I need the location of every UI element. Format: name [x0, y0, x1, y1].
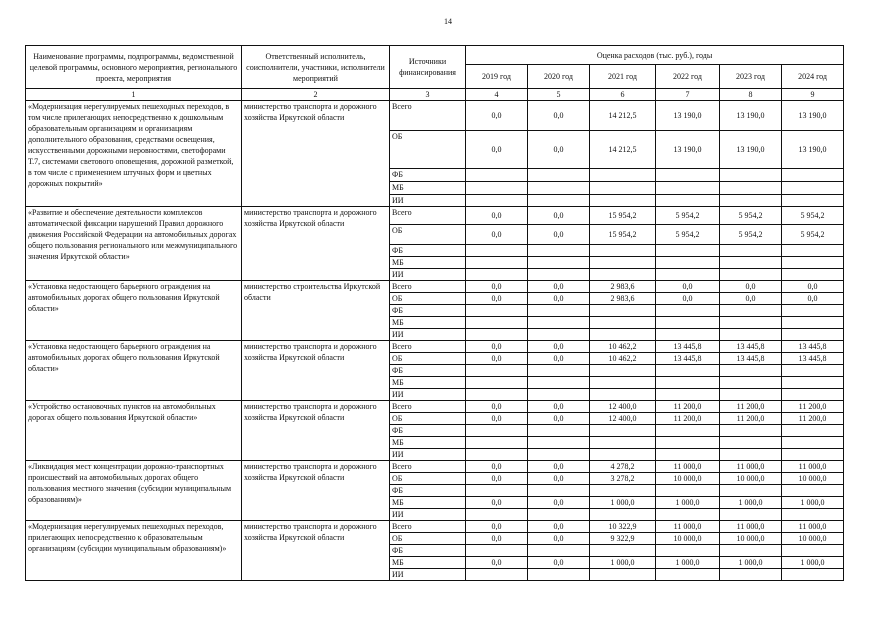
expense-value — [528, 365, 590, 377]
expense-value: 10 000,0 — [720, 473, 782, 485]
funding-source: ФБ — [390, 245, 466, 257]
expense-value: 11 200,0 — [720, 413, 782, 425]
expense-value: 0,0 — [466, 533, 528, 545]
funding-source: ИИ — [390, 195, 466, 207]
expense-value — [720, 509, 782, 521]
expense-value: 11 200,0 — [656, 401, 720, 413]
expense-value: 11 200,0 — [720, 401, 782, 413]
activity-name: «Ликвидация мест концентрации дорожно-транспортных происшествий на автомобильных дорогах общего пользования местного значения (субсидии муниципальным образованиям)» — [26, 461, 242, 521]
funding-source: ИИ — [390, 569, 466, 581]
column-number: 3 — [390, 89, 466, 101]
expense-value — [528, 305, 590, 317]
expense-value — [466, 245, 528, 257]
expense-value — [782, 377, 844, 389]
expense-value — [528, 437, 590, 449]
table-row — [26, 521, 844, 533]
activity-name: «Модернизация нерегулируемых пешеходных переходов, прилегающих непосредственно к образовательным организациям (субсидии муниципальным образованиям)» — [26, 521, 242, 581]
funding-source: МБ — [390, 317, 466, 329]
expense-value — [466, 169, 528, 182]
funding-source: МБ — [390, 257, 466, 269]
expense-value — [656, 545, 720, 557]
expense-value — [656, 437, 720, 449]
expense-value: 13 445,8 — [720, 353, 782, 365]
funding-source: Всего — [390, 101, 466, 131]
funding-source: ИИ — [390, 509, 466, 521]
expense-value: 1 000,0 — [590, 557, 656, 569]
expense-value: 5 954,2 — [720, 225, 782, 245]
expense-value — [720, 329, 782, 341]
expense-value: 0,0 — [656, 293, 720, 305]
expense-value: 11 200,0 — [782, 413, 844, 425]
expense-value — [782, 269, 844, 281]
expense-value — [590, 269, 656, 281]
funding-source: ОБ — [390, 225, 466, 245]
activity-name: «Устройство остановочных пунктов на автомобильных дорогах общего пользования Иркутской области» — [26, 401, 242, 461]
funding-source: МБ — [390, 182, 466, 195]
expense-value: 0,0 — [466, 207, 528, 225]
funding-source: ИИ — [390, 329, 466, 341]
expense-value — [590, 169, 656, 182]
expense-value: 0,0 — [466, 293, 528, 305]
expense-value — [782, 389, 844, 401]
table-body — [26, 101, 844, 581]
funding-source: Всего — [390, 461, 466, 473]
expense-value — [528, 377, 590, 389]
expense-value — [782, 569, 844, 581]
expense-value: 0,0 — [528, 293, 590, 305]
expense-value — [720, 449, 782, 461]
expense-value — [720, 317, 782, 329]
expense-value — [466, 365, 528, 377]
expense-value — [590, 365, 656, 377]
header-year: 2023 год — [720, 65, 782, 89]
expense-value — [466, 569, 528, 581]
expense-value — [528, 195, 590, 207]
responsible-executor: министерство строительства Иркутской области — [242, 281, 390, 341]
column-number: 5 — [528, 89, 590, 101]
expense-value — [590, 569, 656, 581]
expense-value — [590, 485, 656, 497]
expense-value — [528, 485, 590, 497]
expense-value: 11 000,0 — [782, 521, 844, 533]
expense-value: 13 445,8 — [720, 341, 782, 353]
expense-value — [528, 182, 590, 195]
expense-value — [528, 257, 590, 269]
funding-source: МБ — [390, 437, 466, 449]
expense-value — [782, 329, 844, 341]
expense-value — [466, 305, 528, 317]
expense-value: 0,0 — [528, 401, 590, 413]
funding-source: ОБ — [390, 131, 466, 169]
expense-value — [720, 305, 782, 317]
expense-value: 10 000,0 — [782, 473, 844, 485]
expense-value — [720, 485, 782, 497]
expense-value — [720, 425, 782, 437]
funding-source: ФБ — [390, 485, 466, 497]
expense-value — [528, 449, 590, 461]
expense-value — [720, 245, 782, 257]
expense-value: 1 000,0 — [782, 557, 844, 569]
expense-value — [466, 269, 528, 281]
expense-value: 11 000,0 — [656, 461, 720, 473]
expense-value — [782, 305, 844, 317]
expense-value: 0,0 — [528, 225, 590, 245]
expense-value: 0,0 — [528, 101, 590, 131]
funding-source: ФБ — [390, 169, 466, 182]
page-number: 14 — [444, 17, 452, 26]
expense-value: 0,0 — [466, 497, 528, 509]
expense-value: 10 000,0 — [656, 533, 720, 545]
expense-value — [656, 195, 720, 207]
expense-value — [782, 182, 844, 195]
responsible-executor: министерство транспорта и дорожного хозяйства Иркутской области — [242, 207, 390, 281]
expense-value: 0,0 — [528, 131, 590, 169]
expense-value — [656, 485, 720, 497]
funding-source: ИИ — [390, 449, 466, 461]
table-row — [26, 101, 844, 131]
expense-value: 0,0 — [466, 341, 528, 353]
expense-value — [466, 545, 528, 557]
expense-value: 12 400,0 — [590, 401, 656, 413]
expense-value: 0,0 — [720, 293, 782, 305]
funding-source: ОБ — [390, 533, 466, 545]
expense-value: 10 462,2 — [590, 341, 656, 353]
expense-value — [656, 449, 720, 461]
funding-source: МБ — [390, 497, 466, 509]
expense-value — [466, 485, 528, 497]
expense-value: 5 954,2 — [782, 207, 844, 225]
expense-value — [590, 509, 656, 521]
expense-value — [528, 425, 590, 437]
expense-value: 1 000,0 — [656, 497, 720, 509]
expense-value — [656, 245, 720, 257]
expense-value — [466, 329, 528, 341]
expense-value: 0,0 — [466, 401, 528, 413]
funding-source: ИИ — [390, 389, 466, 401]
responsible-executor: министерство транспорта и дорожного хозяйства Иркутской области — [242, 461, 390, 521]
header-year: 2022 год — [656, 65, 720, 89]
expense-value — [656, 425, 720, 437]
expense-value: 13 445,8 — [782, 353, 844, 365]
expense-value — [782, 425, 844, 437]
expense-value — [720, 269, 782, 281]
expense-value — [590, 437, 656, 449]
table-row — [26, 341, 844, 353]
expense-value — [590, 305, 656, 317]
funding-source: ФБ — [390, 425, 466, 437]
expense-value — [466, 377, 528, 389]
expense-value — [466, 425, 528, 437]
funding-source: ОБ — [390, 473, 466, 485]
expense-value: 0,0 — [528, 281, 590, 293]
expense-value — [656, 389, 720, 401]
activity-name: «Модернизация нерегулируемых пешеходных переходов, в том числе прилегающих непосредственно к дошкольным образовательным организациям и организациям дополнительного образования, средствами освещения, искусственными дорожными неровностями, светофорами Т.7, системами светового оповещения, дорожной разметкой, в том числе с применением штучных форм и цветных дорожных покрытий» — [26, 101, 242, 207]
expense-value: 10 462,2 — [590, 353, 656, 365]
expense-value — [590, 195, 656, 207]
expense-value — [656, 329, 720, 341]
header-source: Источники финансирования — [390, 46, 466, 89]
expense-value: 11 000,0 — [656, 521, 720, 533]
expense-value — [590, 329, 656, 341]
expense-value: 0,0 — [656, 281, 720, 293]
expense-value: 10 322,9 — [590, 521, 656, 533]
expense-value: 10 000,0 — [656, 473, 720, 485]
expense-value — [656, 169, 720, 182]
expense-value: 1 000,0 — [656, 557, 720, 569]
column-number: 7 — [656, 89, 720, 101]
expense-value: 5 954,2 — [656, 225, 720, 245]
header-name: Наименование программы, подпрограммы, ведомственной целевой программы, основного мероприятия, регионального проекта, мероприятия — [26, 46, 242, 89]
funding-source: Всего — [390, 207, 466, 225]
expense-value: 3 278,2 — [590, 473, 656, 485]
expense-value — [720, 389, 782, 401]
expense-value: 11 000,0 — [782, 461, 844, 473]
funding-source: МБ — [390, 377, 466, 389]
expense-value — [466, 449, 528, 461]
expense-value — [656, 365, 720, 377]
expense-value: 13 445,8 — [782, 341, 844, 353]
expense-value: 1 000,0 — [720, 557, 782, 569]
header-year: 2019 год — [466, 65, 528, 89]
expense-value: 13 190,0 — [656, 131, 720, 169]
funding-source: ОБ — [390, 413, 466, 425]
expense-value — [782, 437, 844, 449]
expense-value — [782, 365, 844, 377]
expense-value: 1 000,0 — [590, 497, 656, 509]
expense-value — [656, 569, 720, 581]
expense-value: 0,0 — [782, 293, 844, 305]
expense-value: 0,0 — [466, 473, 528, 485]
expense-value: 0,0 — [528, 473, 590, 485]
expense-value — [720, 195, 782, 207]
expense-value: 13 190,0 — [656, 101, 720, 131]
expense-value — [720, 437, 782, 449]
expense-value — [466, 317, 528, 329]
responsible-executor: министерство транспорта и дорожного хозяйства Иркутской области — [242, 521, 390, 581]
expense-value — [528, 245, 590, 257]
expense-value: 13 445,8 — [656, 341, 720, 353]
expense-value — [782, 545, 844, 557]
activity-name: «Установка недостающего барьерного ограждения на автомобильных дорогах общего пользования Иркутской области» — [26, 281, 242, 341]
expense-value — [466, 389, 528, 401]
expense-value: 0,0 — [466, 353, 528, 365]
expense-value — [590, 449, 656, 461]
expense-value: 5 954,2 — [656, 207, 720, 225]
funding-source: МБ — [390, 557, 466, 569]
column-number-row — [26, 89, 844, 101]
expense-value — [782, 317, 844, 329]
expense-value — [720, 377, 782, 389]
expense-value: 0,0 — [720, 281, 782, 293]
column-number: 6 — [590, 89, 656, 101]
header-year: 2020 год — [528, 65, 590, 89]
expense-value — [782, 195, 844, 207]
expense-value: 13 190,0 — [782, 101, 844, 131]
expense-value — [466, 257, 528, 269]
expense-value: 0,0 — [466, 521, 528, 533]
activity-name: «Развитие и обеспечение деятельности комплексов автоматической фиксации нарушений Правил дорожного движения Российской Федерации на автомобильных дорогах общего пользования регионального или межмуниципального значения Иркутской области» — [26, 207, 242, 281]
expense-value — [656, 182, 720, 195]
responsible-executor: министерство транспорта и дорожного хозяйства Иркутской области — [242, 101, 390, 207]
expense-value: 0,0 — [466, 281, 528, 293]
expense-value: 12 400,0 — [590, 413, 656, 425]
expense-value — [720, 569, 782, 581]
expense-value: 1 000,0 — [782, 497, 844, 509]
expense-value: 14 212,5 — [590, 101, 656, 131]
expense-value: 0,0 — [528, 533, 590, 545]
table-row — [26, 401, 844, 413]
expense-value: 1 000,0 — [720, 497, 782, 509]
table-row — [26, 207, 844, 225]
expense-value: 0,0 — [528, 557, 590, 569]
expense-value — [466, 182, 528, 195]
expense-value: 0,0 — [528, 207, 590, 225]
expense-value: 0,0 — [528, 521, 590, 533]
expense-value — [590, 317, 656, 329]
expense-value: 13 445,8 — [656, 353, 720, 365]
expense-value: 0,0 — [528, 461, 590, 473]
expense-value — [720, 365, 782, 377]
expense-value — [590, 182, 656, 195]
expense-value: 0,0 — [466, 461, 528, 473]
expense-value: 0,0 — [466, 413, 528, 425]
expense-value — [720, 257, 782, 269]
expense-value: 10 000,0 — [720, 533, 782, 545]
responsible-executor: министерство транспорта и дорожного хозяйства Иркутской области — [242, 341, 390, 401]
expense-value — [590, 257, 656, 269]
funding-source: Всего — [390, 341, 466, 353]
funding-source: ФБ — [390, 365, 466, 377]
expense-value — [656, 509, 720, 521]
expense-value: 0,0 — [528, 341, 590, 353]
expense-value: 2 983,6 — [590, 281, 656, 293]
expense-value — [466, 195, 528, 207]
expense-value — [656, 317, 720, 329]
expense-value — [656, 377, 720, 389]
funding-source: Всего — [390, 281, 466, 293]
expense-value: 13 190,0 — [720, 101, 782, 131]
expense-value — [720, 545, 782, 557]
expense-value: 0,0 — [528, 497, 590, 509]
header-year: 2021 год — [590, 65, 656, 89]
expense-value — [720, 169, 782, 182]
column-number: 9 — [782, 89, 844, 101]
column-number: 2 — [242, 89, 390, 101]
column-number: 1 — [26, 89, 242, 101]
responsible-executor: министерство транспорта и дорожного хозяйства Иркутской области — [242, 401, 390, 461]
funding-source: Всего — [390, 401, 466, 413]
expense-value: 11 000,0 — [720, 461, 782, 473]
activity-name: «Установка недостающего барьерного ограждения на автомобильных дорогах общего пользования Иркутской области» — [26, 341, 242, 401]
expense-value: 11 200,0 — [656, 413, 720, 425]
header-responsible: Ответственный исполнитель, соисполнители, участники, исполнители мероприятий — [242, 46, 390, 89]
expense-value: 15 954,2 — [590, 207, 656, 225]
expense-value — [782, 245, 844, 257]
expense-value: 14 212,5 — [590, 131, 656, 169]
expense-value — [782, 257, 844, 269]
expense-value — [466, 437, 528, 449]
column-number: 8 — [720, 89, 782, 101]
expense-value — [528, 389, 590, 401]
expense-value — [590, 377, 656, 389]
table-row — [26, 461, 844, 473]
expense-value: 10 000,0 — [782, 533, 844, 545]
expense-value — [782, 509, 844, 521]
expense-value — [528, 317, 590, 329]
expense-value — [528, 269, 590, 281]
funding-source: ОБ — [390, 353, 466, 365]
funding-source: ФБ — [390, 545, 466, 557]
expense-value — [528, 545, 590, 557]
expense-value — [528, 169, 590, 182]
expense-value: 9 322,9 — [590, 533, 656, 545]
expense-value — [656, 257, 720, 269]
funding-source: Всего — [390, 521, 466, 533]
expense-value — [782, 169, 844, 182]
expense-value: 0,0 — [466, 225, 528, 245]
expense-value — [590, 245, 656, 257]
expense-value — [590, 425, 656, 437]
expense-value — [528, 569, 590, 581]
expense-value: 13 190,0 — [720, 131, 782, 169]
expense-value: 0,0 — [528, 413, 590, 425]
expense-value — [656, 269, 720, 281]
header-estimate: Оценка расходов (тыс. руб.), годы — [466, 46, 844, 65]
expense-value: 0,0 — [782, 281, 844, 293]
expense-value: 5 954,2 — [720, 207, 782, 225]
table-row — [26, 281, 844, 293]
expense-value: 13 190,0 — [782, 131, 844, 169]
header-year: 2024 год — [782, 65, 844, 89]
expense-value: 2 983,6 — [590, 293, 656, 305]
expense-value — [528, 329, 590, 341]
expense-value — [590, 545, 656, 557]
expense-value — [590, 389, 656, 401]
expense-value — [656, 305, 720, 317]
column-number: 4 — [466, 89, 528, 101]
expense-value — [782, 449, 844, 461]
expense-value — [782, 485, 844, 497]
expense-value: 4 278,2 — [590, 461, 656, 473]
expense-value: 0,0 — [466, 101, 528, 131]
expense-table — [25, 45, 844, 581]
expense-value — [528, 509, 590, 521]
expense-value: 5 954,2 — [782, 225, 844, 245]
expense-value — [720, 182, 782, 195]
expense-value: 15 954,2 — [590, 225, 656, 245]
expense-value: 11 000,0 — [720, 521, 782, 533]
expense-value: 0,0 — [466, 131, 528, 169]
expense-value: 0,0 — [466, 557, 528, 569]
funding-source: ИИ — [390, 269, 466, 281]
funding-source: ФБ — [390, 305, 466, 317]
expense-value — [466, 509, 528, 521]
expense-value: 11 200,0 — [782, 401, 844, 413]
expense-value: 0,0 — [528, 353, 590, 365]
funding-source: ОБ — [390, 293, 466, 305]
